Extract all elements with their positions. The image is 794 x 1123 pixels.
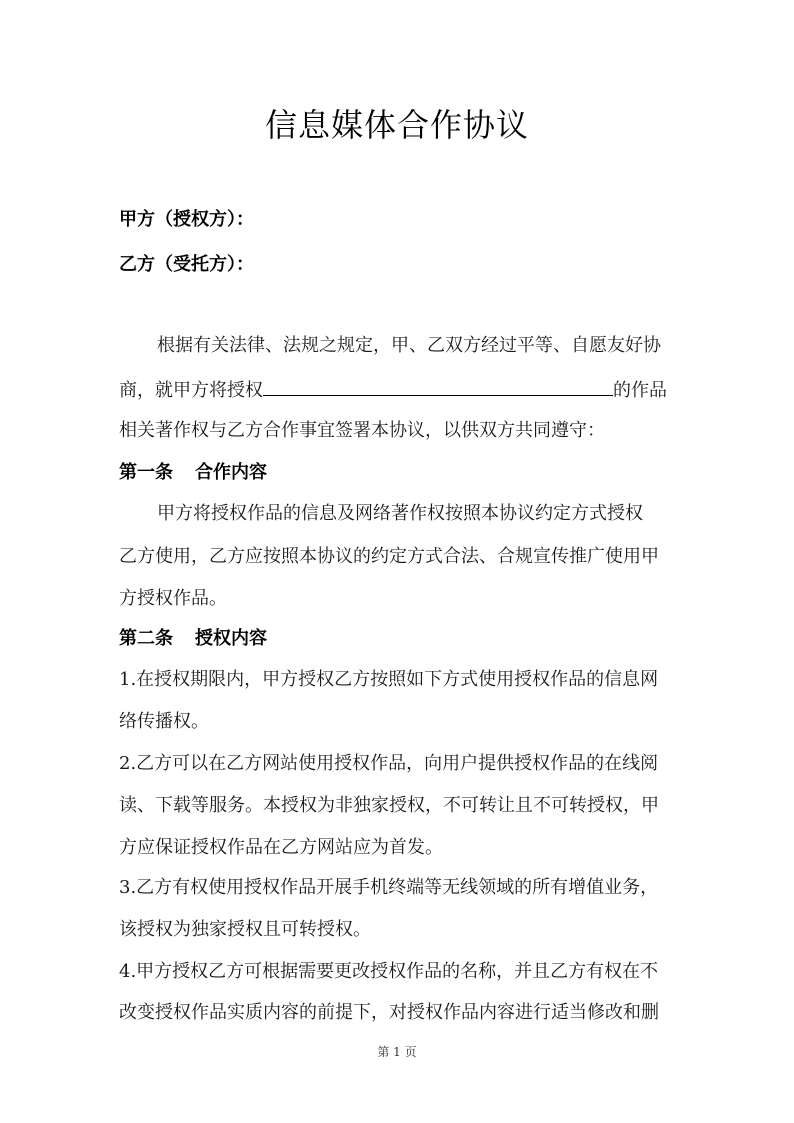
article-1-title: 合作内容 [195, 462, 267, 483]
article-1-heading [119, 460, 679, 486]
preamble-line-2 [119, 375, 679, 404]
article-2-line: 2.乙方可以在乙方网站使用授权作品，向用户提供授权作品的在线阅 [119, 753, 659, 774]
article-2-line: 方应保证授权作品在乙方网站应为首发。 [119, 837, 443, 858]
page-number: 第 1 页 [377, 1045, 417, 1059]
preamble-line-1: 根据有关法律、法规之规定，甲、乙双方经过平等、自愿友好协 [157, 335, 661, 356]
article-2-line: 该授权为独家授权且可转授权。 [119, 919, 371, 940]
article-2-title: 授权内容 [195, 628, 267, 649]
preamble-line-2-after: 的作品 [613, 380, 667, 401]
article-2-line: 读、下载等服务。本授权为非独家授权，不可转让且不可转授权，甲 [119, 795, 659, 816]
article-2-line: 络传播权。 [119, 711, 209, 732]
article-2-line: 4.甲方授权乙方可根据需要更改授权作品的名称，并且乙方有权在不 [119, 961, 659, 982]
work-name-blank-field[interactable] [263, 375, 613, 396]
article-2-heading [119, 626, 679, 652]
article-1-number: 第一条 [119, 462, 173, 483]
document-title: 信息媒体合作协议 [264, 106, 529, 144]
article-2-line: 3.乙方有权使用授权作品开展手机终端等无线领域的所有增值业务， [119, 877, 659, 898]
article-1-line: 乙方使用，乙方应按照本协议的约定方式合法、合规宣传推广使用甲 [119, 546, 659, 567]
article-2-line: 1.在授权期限内，甲方授权乙方按照如下方式使用授权作品的信息网 [119, 669, 659, 690]
preamble-line-3: 相关著作权与乙方合作事宜签署本协议，以供双方共同遵守： [119, 420, 605, 441]
party-a-label: 甲方（授权方）： [119, 209, 254, 230]
article-1-line: 甲方将授权作品的信息及网络著作权按照本协议约定方式授权 [157, 503, 643, 524]
party-b-label: 乙方（受托方）： [119, 254, 254, 275]
article-1-line: 方授权作品。 [119, 588, 227, 609]
article-2-number: 第二条 [119, 628, 173, 649]
article-2-line: 改变授权作品实质内容的前提下，对授权作品内容进行适当修改和删 [119, 1002, 659, 1023]
preamble-line-2-before: 商，就甲方将授权 [119, 380, 263, 401]
